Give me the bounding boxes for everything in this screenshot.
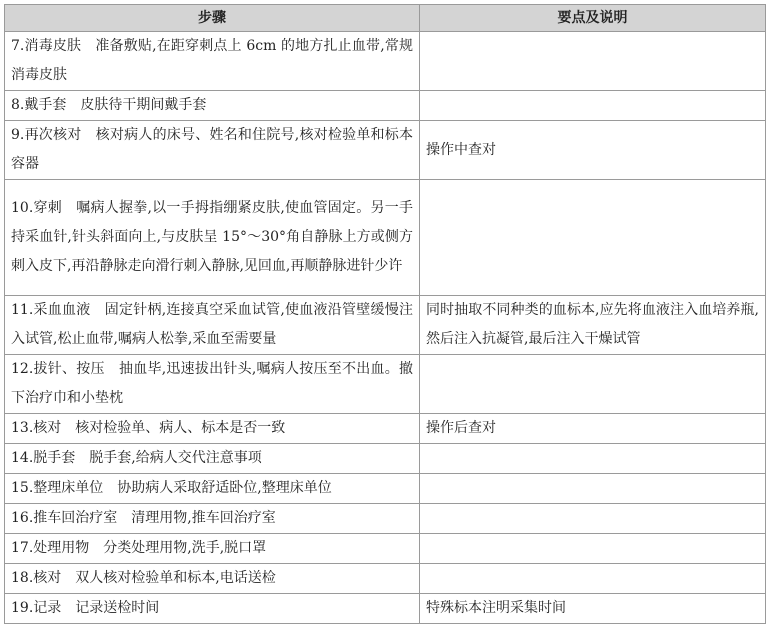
note-cell — [420, 474, 766, 504]
table-row — [5, 564, 766, 594]
step-cell: 14.脱手套 脱手套,给病人交代注意事项 — [5, 444, 420, 474]
step-cell: 18.核对 双人核对检验单和标本,电话送检 — [5, 564, 420, 594]
note-cell — [420, 180, 766, 296]
table-row — [5, 534, 766, 564]
note-cell — [420, 355, 766, 414]
procedure-table — [4, 4, 766, 624]
table-row — [5, 414, 766, 444]
step-cell: 7.消毒皮肤 准备敷贴,在距穿刺点上 6cm 的地方扎止血带,常规消毒皮肤 — [5, 32, 420, 91]
table-row — [5, 474, 766, 504]
step-cell: 19.记录 记录送检时间 — [5, 594, 420, 624]
step-cell: 9.再次核对 核对病人的床号、姓名和住院号,核对检验单和标本容器 — [5, 121, 420, 180]
step-cell: 11.采血血液 固定针柄,连接真空采血试管,使血液沿管壁缓慢注入试管,松止血带,嘱病人松拳,采血至需要量 — [5, 296, 420, 355]
table-row — [5, 444, 766, 474]
note-cell — [420, 91, 766, 121]
note-cell: 操作中查对 — [420, 121, 766, 180]
note-cell: 操作后查对 — [420, 414, 766, 444]
table-row — [5, 121, 766, 180]
note-cell: 特殊标本注明采集时间 — [420, 594, 766, 624]
step-cell: 17.处理用物 分类处理用物,洗手,脱口罩 — [5, 534, 420, 564]
step-cell: 15.整理床单位 协助病人采取舒适卧位,整理床单位 — [5, 474, 420, 504]
table-row — [5, 355, 766, 414]
step-cell: 13.核对 核对检验单、病人、标本是否一致 — [5, 414, 420, 444]
note-cell — [420, 444, 766, 474]
note-cell — [420, 32, 766, 91]
note-cell: 同时抽取不同种类的血标本,应先将血液注入血培养瓶,然后注入抗凝管,最后注入干燥试管 — [420, 296, 766, 355]
note-cell — [420, 534, 766, 564]
step-cell: 12.拔针、按压 抽血毕,迅速拔出针头,嘱病人按压至不出血。撤下治疗巾和小垫枕 — [5, 355, 420, 414]
note-cell — [420, 564, 766, 594]
step-cell: 8.戴手套 皮肤待干期间戴手套 — [5, 91, 420, 121]
header-notes: 要点及说明 — [420, 5, 766, 32]
step-cell: 16.推车回治疗室 清理用物,推车回治疗室 — [5, 504, 420, 534]
step-cell: 10.穿刺 嘱病人握拳,以一手拇指绷紧皮肤,使血管固定。另一手持采血针,针头斜面向上,与皮肤呈 15°～30°角自静脉上方或侧方刺入皮下,再沿静脉走向滑行刺入静脉,见回血,再顺静脉进针少许 — [5, 180, 420, 296]
header-step: 步骤 — [5, 5, 420, 32]
table-row — [5, 296, 766, 355]
header-row — [5, 5, 766, 32]
table-row — [5, 32, 766, 91]
table-row — [5, 91, 766, 121]
note-cell — [420, 504, 766, 534]
table-row — [5, 180, 766, 296]
table-row — [5, 594, 766, 624]
table-row — [5, 504, 766, 534]
